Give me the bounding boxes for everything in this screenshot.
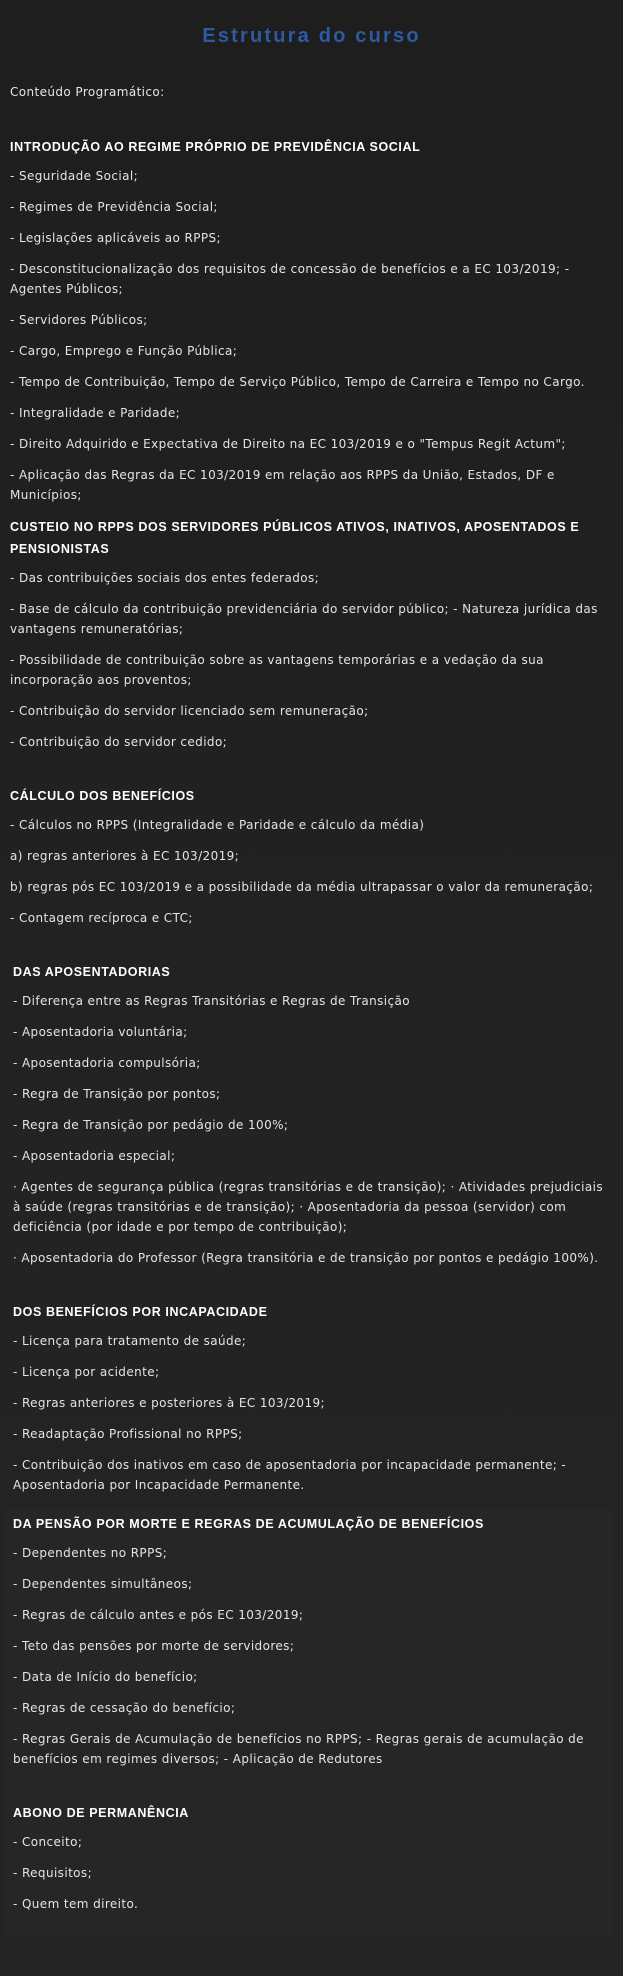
list-item: - Quem tem direito. xyxy=(13,1897,139,1911)
list-item: - Desconstitucionalização dos requisitos de concessão de benefícios e a EC 103/2019; - Agentes Públicos; xyxy=(10,262,570,296)
spacer xyxy=(10,939,610,961)
list-item: - Legislações aplicáveis ao RPPS; xyxy=(10,231,221,245)
list-item: - Base de cálculo da contribuição previdenciária do servidor público; - Natureza jurídica das vantagens remuneratórias; xyxy=(10,602,598,636)
list-item: - Contribuição dos inativos em caso de aposentadoria por incapacidade permanente; - Aposentadoria por Incapacidade Permanente. xyxy=(13,1458,567,1492)
section-abono xyxy=(13,1802,603,1914)
list-item: - Contagem recíproca e CTC; xyxy=(10,911,193,925)
list-item: - Diferença entre as Regras Transitórias e Regras de Transição xyxy=(13,994,410,1008)
section-heading: DAS APOSENTADORIAS xyxy=(13,965,171,979)
list-item: - Dependentes no RPPS; xyxy=(13,1546,168,1560)
list-item: - Licença por acidente; xyxy=(13,1365,160,1379)
list-item: - Teto das pensões por morte de servidores; xyxy=(13,1639,295,1653)
panel-content xyxy=(13,1513,603,1925)
list-item: - Regras Gerais de Acumulação de benefícios no RPPS; - Regras gerais de acumulação de benefícios em regimes diversos; - Aplicação de Redutores xyxy=(13,1732,584,1766)
list-item: - Dependentes simultâneos; xyxy=(13,1577,193,1591)
list-item: - Aplicação das Regras da EC 103/2019 em relação aos RPPS da União, Estados, DF e Municípios; xyxy=(10,468,555,502)
page-title: Estrutura do curso xyxy=(202,25,421,48)
list-item: - Cálculos no RPPS (Integralidade e Paridade e cálculo da média) xyxy=(10,818,425,832)
list-item: - Licença para tratamento de saúde; xyxy=(13,1334,247,1348)
list-item: - Possibilidade de contribuição sobre as vantagens temporárias e a vedação da sua incorporação aos proventos; xyxy=(10,653,544,687)
list-item: - Direito Adquirido e Expectativa de Direito na EC 103/2019 e o "Tempus Regit Actum"; xyxy=(10,437,566,451)
list-item: - Cargo, Emprego e Função Pública; xyxy=(10,344,238,358)
list-item: b) regras pós EC 103/2019 e a possibilidade da média ultrapassar o valor da remuneração; xyxy=(10,880,594,894)
list-item: - Seguridade Social; xyxy=(10,169,139,183)
list-item: - Aposentadoria compulsória; xyxy=(13,1056,201,1070)
list-item: · Aposentadoria do Professor (Regra transitória e de transição por pontos e pedágio 100%). xyxy=(13,1251,599,1265)
list-item: - Contribuição do servidor cedido; xyxy=(10,735,228,749)
list-item: - Integralidade e Paridade; xyxy=(10,406,181,420)
list-item: a) regras anteriores à EC 103/2019; xyxy=(10,849,240,863)
spacer xyxy=(10,1279,610,1301)
list-item: - Aposentadoria voluntária; xyxy=(13,1025,188,1039)
intro-label: Conteúdo Programático: xyxy=(10,85,165,99)
list-item: - Aposentadoria especial; xyxy=(13,1149,176,1163)
list-item: - Requisitos; xyxy=(13,1866,93,1880)
section-incapacidade xyxy=(10,1301,610,1495)
list-item: - Regras de cessação do benefício; xyxy=(13,1701,236,1715)
section-heading: DOS BENEFÍCIOS POR INCAPACIDADE xyxy=(13,1305,268,1319)
section-calculo xyxy=(10,785,610,928)
section-pensao xyxy=(13,1513,603,1769)
list-item: - Das contribuições sociais dos entes federados; xyxy=(10,571,320,585)
list-item: - Tempo de Contribuição, Tempo de Serviço Público, Tempo de Carreira e Tempo no Cargo. xyxy=(10,375,585,389)
section-heading: CÁLCULO DOS BENEFÍCIOS xyxy=(10,789,195,803)
list-item: - Regras de cálculo antes e pós EC 103/2019; xyxy=(13,1608,304,1622)
section-heading: INTRODUÇÃO AO REGIME PRÓPRIO DE PREVIDÊNCIA SOCIAL xyxy=(10,140,421,154)
list-item: - Servidores Públicos; xyxy=(10,313,148,327)
list-item: - Readaptação Profissional no RPPS; xyxy=(13,1427,243,1441)
course-content xyxy=(10,82,610,1506)
list-item: - Regra de Transição por pontos; xyxy=(13,1087,221,1101)
list-item: - Regimes de Previdência Social; xyxy=(10,200,218,214)
list-item: · Agentes de segurança pública (regras transitórias e de transição); · Atividades prejudiciais à saúde (regras transitórias e de transição); · Aposentadoria da pessoa (servidor) com deficiência (por idade e por tempo de contribuição); xyxy=(13,1180,604,1234)
list-item: - Data de Início do benefício; xyxy=(13,1670,198,1684)
spacer xyxy=(13,1780,603,1802)
list-item: - Regra de Transição por pedágio de 100%; xyxy=(13,1118,289,1132)
list-item: - Contribuição do servidor licenciado sem remuneração; xyxy=(10,704,369,718)
section-heading: CUSTEIO NO RPPS DOS SERVIDORES PÚBLICOS ATIVOS, INATIVOS, APOSENTADOS E PENSIONISTAS xyxy=(10,520,580,556)
section-introducao xyxy=(10,136,610,505)
list-item: - Regras anteriores e posteriores à EC 103/2019; xyxy=(13,1396,325,1410)
section-aposentadorias xyxy=(10,961,610,1268)
section-custeio xyxy=(10,516,610,752)
section-heading: ABONO DE PERMANÊNCIA xyxy=(13,1806,189,1820)
list-item: - Conceito; xyxy=(13,1835,83,1849)
spacer xyxy=(10,763,610,785)
section-heading: DA PENSÃO POR MORTE E REGRAS DE ACUMULAÇÃO DE BENEFÍCIOS xyxy=(13,1517,484,1531)
